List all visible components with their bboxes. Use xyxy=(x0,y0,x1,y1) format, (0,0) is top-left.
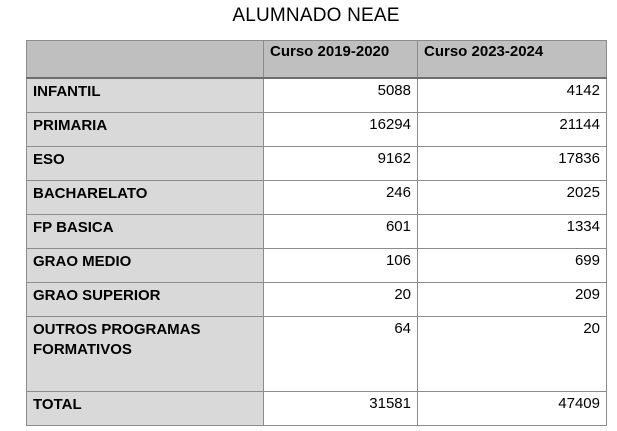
neae-table xyxy=(26,40,607,426)
cell-2019-2020: 246 xyxy=(264,180,418,214)
column-header-2023-2024: Curso 2023-2024 xyxy=(418,41,607,79)
row-label: ESO xyxy=(27,146,264,180)
cell-2019-2020: 106 xyxy=(264,248,418,282)
table-row xyxy=(27,316,607,391)
cell-2019-2020: 5088 xyxy=(264,78,418,112)
table-title: ALUMNADO NEAE xyxy=(232,5,400,26)
row-label: PRIMARIA xyxy=(27,112,264,146)
cell-2023-2024: 699 xyxy=(418,248,607,282)
column-header-2019-2020: Curso 2019-2020 xyxy=(264,41,418,79)
total-label: TOTAL xyxy=(27,391,264,425)
total-2023-2024: 47409 xyxy=(418,391,607,425)
cell-2019-2020: 64 xyxy=(264,316,418,391)
cell-2023-2024: 21144 xyxy=(418,112,607,146)
total-2019-2020: 31581 xyxy=(264,391,418,425)
cell-2019-2020: 20 xyxy=(264,282,418,316)
cell-2023-2024: 4142 xyxy=(418,78,607,112)
table-row xyxy=(27,248,607,282)
table-row xyxy=(27,214,607,248)
table-row xyxy=(27,282,607,316)
table-row xyxy=(27,112,607,146)
cell-2023-2024: 20 xyxy=(418,316,607,391)
row-label: GRAO MEDIO xyxy=(27,248,264,282)
cell-2023-2024: 1334 xyxy=(418,214,607,248)
cell-2023-2024: 209 xyxy=(418,282,607,316)
row-label: OUTROS PROGRAMAS FORMATIVOS xyxy=(27,316,264,391)
table-row xyxy=(27,146,607,180)
table-row xyxy=(27,180,607,214)
row-label: BACHARELATO xyxy=(27,180,264,214)
cell-2023-2024: 2025 xyxy=(418,180,607,214)
table-row xyxy=(27,78,607,112)
cell-2019-2020: 601 xyxy=(264,214,418,248)
cell-2019-2020: 16294 xyxy=(264,112,418,146)
cell-2023-2024: 17836 xyxy=(418,146,607,180)
header-row xyxy=(27,41,607,79)
row-label: INFANTIL xyxy=(27,78,264,112)
row-label: FP BASICA xyxy=(27,214,264,248)
row-label: GRAO SUPERIOR xyxy=(27,282,264,316)
cell-2019-2020: 9162 xyxy=(264,146,418,180)
header-corner xyxy=(27,41,264,79)
total-row xyxy=(27,391,607,425)
